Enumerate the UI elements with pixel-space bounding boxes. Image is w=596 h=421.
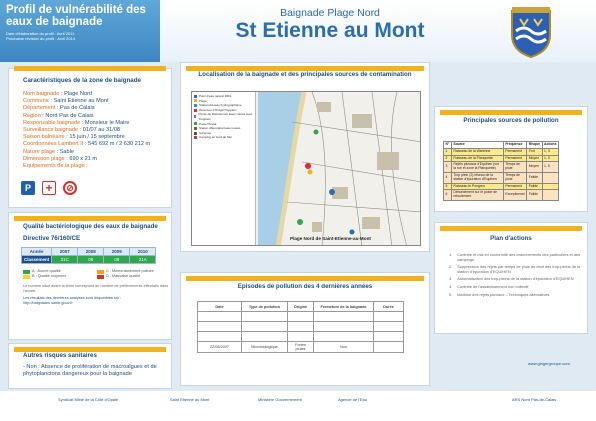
episodes-cell xyxy=(198,322,242,332)
characteristic-row: Nature plage : Sable xyxy=(23,148,75,155)
sources-table xyxy=(443,141,559,201)
characteristic-value: 545 692 m / 2 630 212 m xyxy=(88,141,151,148)
sources-cell: 3 xyxy=(444,162,452,173)
characteristic-value: 15 juin / 15 septembre xyxy=(69,134,125,141)
episodes-header: Type de pollution xyxy=(242,302,288,312)
list-item xyxy=(449,285,583,290)
episodes-cell: Non xyxy=(314,342,374,353)
sources-cell: Fort xyxy=(527,148,542,155)
legend-item: C : Momentanément polluée xyxy=(97,269,167,274)
action-text: Contrôle de l'assainissement non collectif xyxy=(457,283,529,289)
sources-cell: Rejets pluviaux d'Equihen (sur la rue et zone la Planquette) xyxy=(451,162,503,173)
episodes-header: Fermeture de la baignade xyxy=(314,302,374,312)
table-row xyxy=(198,332,404,342)
quality-header: 2010 xyxy=(130,248,156,256)
episodes-cell xyxy=(374,312,404,322)
table-row xyxy=(198,312,404,322)
sources-cell: Temps de pluie xyxy=(503,172,526,183)
sources-cell xyxy=(542,183,558,190)
sources-cell: Faible xyxy=(527,172,542,183)
map-title: Localisation de la baignade et des principales sources de contamination xyxy=(198,71,412,78)
episodes-cell xyxy=(242,332,288,342)
quality-title: Qualité bactériologique des eaux de baignade xyxy=(23,223,158,230)
characteristic-value: Plage Nord xyxy=(64,91,93,97)
sources-cell: 5 xyxy=(444,183,452,190)
sources-header: N° xyxy=(444,142,452,149)
sources-cell: Ruisseau le Pongreu xyxy=(451,183,503,190)
characteristic-row: Commune : Saint Etienne au Mont xyxy=(23,98,109,105)
episodes-header: Origine xyxy=(288,302,314,312)
website-link[interactable]: www.gingergroupe.com xyxy=(528,361,570,366)
logo-agence-eau: Agence de l'Eau xyxy=(338,397,368,402)
episodes-cell xyxy=(314,322,374,332)
map-legend xyxy=(192,92,256,246)
table-row xyxy=(444,183,559,190)
list-number: 5. xyxy=(449,291,453,297)
characteristic-row: Saison balnéaire : 15 juin / 15 septembre xyxy=(23,134,125,141)
sources-cell: Moyen xyxy=(527,155,542,162)
characteristic-row: Equipements de la plage : xyxy=(23,163,88,170)
characteristic-key: Dimension plage xyxy=(23,155,65,162)
map-panel xyxy=(180,62,430,252)
quality-header: 2009 xyxy=(104,248,130,256)
table-row xyxy=(444,155,559,162)
characteristic-key: Région xyxy=(23,112,41,119)
characteristic-key: Commune xyxy=(23,98,49,105)
characteristic-value: Sable xyxy=(59,148,75,155)
sources-cell: Trop plein (2) réseau de la station d'épuration d'Equihen xyxy=(451,172,503,183)
sources-cell: Temps de pluie xyxy=(503,162,526,173)
plan-panel xyxy=(434,222,588,334)
list-number: 3. xyxy=(449,276,453,282)
sources-cell: Moyen xyxy=(527,162,542,173)
sources-cell: Faible xyxy=(527,183,542,190)
plan-title: Plan d'actions xyxy=(490,235,532,242)
episodes-table xyxy=(197,301,404,353)
map-legend-item: Stations/réseau hydrographique xyxy=(194,103,253,108)
list-item xyxy=(449,293,583,298)
episodes-cell xyxy=(242,322,288,332)
poster-date-2: Prochaine révision du profil : Avril 2014 xyxy=(6,36,76,41)
table-row xyxy=(444,148,559,155)
quality-cell: 06 xyxy=(78,256,104,264)
legend-item: D : Mauvaise qualité xyxy=(97,274,167,279)
risks-text: - Non : Absence de prolifération de macroalgues et de phytoplanctons dangereux pour la baignade xyxy=(23,364,157,377)
characteristic-key: Saison balnéaire xyxy=(23,134,65,141)
sources-cell: Exceptionnel xyxy=(503,190,526,201)
list-number: 2. xyxy=(449,264,453,270)
episodes-cell xyxy=(314,312,374,322)
characteristic-row: Coordonnées Lambert II : 545 692 m / 2 630 212 m xyxy=(23,141,151,148)
quality-header: Année xyxy=(22,248,52,256)
episodes-cell xyxy=(374,322,404,332)
legend-item: A : Bonne qualité xyxy=(23,269,93,274)
table-row xyxy=(444,190,559,201)
logo-syndicat: Syndicat Mixte de la Côte d'Opale xyxy=(58,397,119,402)
list-item xyxy=(449,277,583,282)
parking-icon: P xyxy=(21,181,35,195)
logo-ars: ARS Nord Pas-de-Calais xyxy=(512,397,557,402)
episodes-cell xyxy=(314,332,374,342)
episodes-header: Date xyxy=(198,302,242,312)
characteristic-value: 690 x 21 m xyxy=(69,155,98,162)
characteristic-row: Dimension plage : 690 x 21 m xyxy=(23,155,98,162)
list-item xyxy=(449,265,583,274)
list-number: 4. xyxy=(449,283,453,289)
coat-of-arms-icon xyxy=(506,5,556,59)
quality-note: Le nombre situé avant la lettre correspond au nombre de prélèvements effectués dans l'année. xyxy=(23,284,169,293)
sources-cell: 1, 3 xyxy=(542,148,558,155)
sources-header: Actions xyxy=(542,142,558,149)
risks-title: Autres risques sanitaires xyxy=(23,352,97,359)
characteristic-value: Monsieur le Maire xyxy=(84,119,130,126)
episodes-title: Episodes de pollution des 4 dernières années xyxy=(237,283,373,290)
table-row xyxy=(444,162,559,173)
logo-ministere: Ministère Gouvernement xyxy=(258,397,302,402)
quality-legend xyxy=(23,269,169,279)
sources-cell: 1, 5 xyxy=(542,162,558,173)
characteristic-value: Saint Etienne au Mont xyxy=(53,98,109,105)
characteristic-value: Nord Pas de Calais xyxy=(45,112,94,119)
quality-header: 2007 xyxy=(52,248,78,256)
sources-cell: Ruisseau de la Planquette xyxy=(451,155,503,162)
logo-commune: Saint Etienne au Mont xyxy=(170,397,210,402)
episodes-cell: Fortes pluies xyxy=(288,342,314,353)
beach-subtitle: Baignade Plage Nord xyxy=(280,7,380,19)
table-row xyxy=(444,172,559,183)
classement-label: Classement xyxy=(22,256,52,264)
episodes-cell xyxy=(198,332,242,342)
sources-cell xyxy=(542,190,558,201)
poster-header xyxy=(160,0,596,62)
sources-cell: 4 xyxy=(444,172,452,183)
episodes-cell xyxy=(242,312,288,322)
episodes-cell: 22/05/2007 xyxy=(198,342,242,353)
sources-header: Risque xyxy=(527,142,542,149)
risks-panel xyxy=(8,343,172,389)
list-item xyxy=(449,253,583,262)
sources-cell: 6 xyxy=(444,190,452,201)
table-row xyxy=(198,322,404,332)
characteristic-key: Département xyxy=(23,105,56,112)
episodes-cell: Microbiologique xyxy=(242,342,288,353)
equipment-icons xyxy=(21,181,77,195)
no-dogs-icon: ⊘ xyxy=(63,181,77,195)
accent-bar xyxy=(440,110,582,115)
sources-cell: Permanent xyxy=(503,183,526,190)
characteristic-row: Région : Nord Pas de Calais xyxy=(23,112,94,119)
quality-cell: 21C xyxy=(52,256,78,264)
sources-cell: Ruisseau de la Warenne xyxy=(451,148,503,155)
map-legend-item: Point d'eau naturel RRG xyxy=(194,94,253,99)
characteristic-key: Nom baignade xyxy=(23,91,60,97)
accent-bar xyxy=(186,276,424,281)
action-text: Contrôle et mis en conformité des branchements des particuliers et des campings xyxy=(457,252,581,262)
sources-cell: 1, 5 xyxy=(542,155,558,162)
sources-cell: 1 xyxy=(444,148,452,155)
characteristic-row: Nom baignade : Plage Nord xyxy=(23,91,93,97)
poster-side-title xyxy=(0,0,160,62)
map-legend-item: Points de Rebutement Eaux Usées avec Tropplein xyxy=(194,112,253,121)
quality-table xyxy=(21,247,156,264)
characteristic-key: Equipements de la plage xyxy=(23,163,85,170)
analysis-link[interactable]: Les résultats des dernières analyses sont disponibles sur : http://baignades.sante.gouv.fr xyxy=(23,296,122,305)
footer-logos xyxy=(0,391,596,421)
accent-bar xyxy=(440,226,582,231)
sources-header: Fréquence xyxy=(503,142,526,149)
map-caption: Plage Nord de Saint-Etienne-au-Mont xyxy=(290,236,371,241)
quality-panel xyxy=(8,212,172,340)
characteristic-row: Responsable baignade : Monsieur le Maire xyxy=(23,119,130,126)
characteristic-row: Surveillance baignade : 01/07 au 31/08 xyxy=(23,127,121,134)
plan-list xyxy=(449,253,583,300)
quality-cell: 21A xyxy=(130,256,156,264)
sources-cell: 2 xyxy=(444,155,452,162)
characteristic-row: Département : Pas de Calais xyxy=(23,105,95,112)
map-legend-item: Station d'Épuration/eaux usées xyxy=(194,126,253,131)
location-map[interactable] xyxy=(191,91,421,246)
episodes-cell xyxy=(198,312,242,322)
map-legend-item: Plage xyxy=(194,99,253,104)
first-aid-icon: + xyxy=(42,181,56,195)
characteristic-key: Coordonnées Lambert II xyxy=(23,141,84,148)
map-legend-item: Camping en bord de Mer xyxy=(194,135,253,140)
episodes-cell xyxy=(374,332,404,342)
sources-title: Principales sources de pollution xyxy=(463,117,559,124)
table-row xyxy=(198,342,404,353)
sources-cell: Permanent xyxy=(503,155,526,162)
characteristic-value: 01/07 au 31/08 xyxy=(82,127,121,134)
poster-main-title: Profil de vulnérabilité des eaux de baignade xyxy=(6,4,146,28)
sources-header: Source xyxy=(451,142,503,149)
characteristics-panel xyxy=(8,68,172,208)
characteristic-value: Pas de Calais xyxy=(60,105,95,112)
episodes-panel xyxy=(180,272,430,386)
characteristic-key: Surveillance baignade xyxy=(23,127,79,134)
quality-header: 2008 xyxy=(78,248,104,256)
characteristic-key: Responsable baignade xyxy=(23,119,81,126)
sources-cell xyxy=(542,172,558,183)
map-legend-item: Poste Pluvial xyxy=(194,122,253,127)
list-number: 1. xyxy=(449,252,453,257)
episodes-header: Durée xyxy=(374,302,404,312)
accent-bar xyxy=(14,216,166,221)
sources-panel xyxy=(434,106,588,212)
characteristic-key: Nature plage xyxy=(23,148,56,155)
legend-item: B : Qualité moyenne xyxy=(23,274,93,279)
episodes-cell xyxy=(288,332,314,342)
sources-cell: Permanent xyxy=(503,148,526,155)
episodes-cell xyxy=(374,342,404,353)
poster-date-1: Date d'élaboration du profil : Avril 2011 xyxy=(6,31,75,36)
map-legend-item: Surverse xyxy=(194,131,253,136)
episodes-cell xyxy=(288,312,314,322)
episodes-cell xyxy=(288,322,314,332)
directive-label: Directive 76/160/CE xyxy=(23,235,81,242)
sources-cell: Débordement sur le poste de refoulement xyxy=(451,190,503,201)
commune-title: St Etienne au Mont xyxy=(235,19,425,42)
characteristics-title: Caractéristiques de la zone de baignade xyxy=(23,77,141,84)
action-text: Maîtrise des rejets pluviaux – Techniques alternatives xyxy=(457,291,550,297)
action-text: Suppression des rejets par temps de pluie au droit des trop-pleins de la station d'épuration d'EQUIHEN xyxy=(457,264,581,274)
quality-cell: 08 xyxy=(104,256,130,264)
map-legend-item: Déversoir d'Orage/Tropplein xyxy=(194,108,253,113)
sources-cell: Faible xyxy=(527,190,542,201)
characteristics-list xyxy=(23,91,150,170)
accent-bar xyxy=(14,66,166,71)
action-text: Automatisation des trop-pleins de la station d'épuration d'EQUIHEN xyxy=(457,276,574,282)
